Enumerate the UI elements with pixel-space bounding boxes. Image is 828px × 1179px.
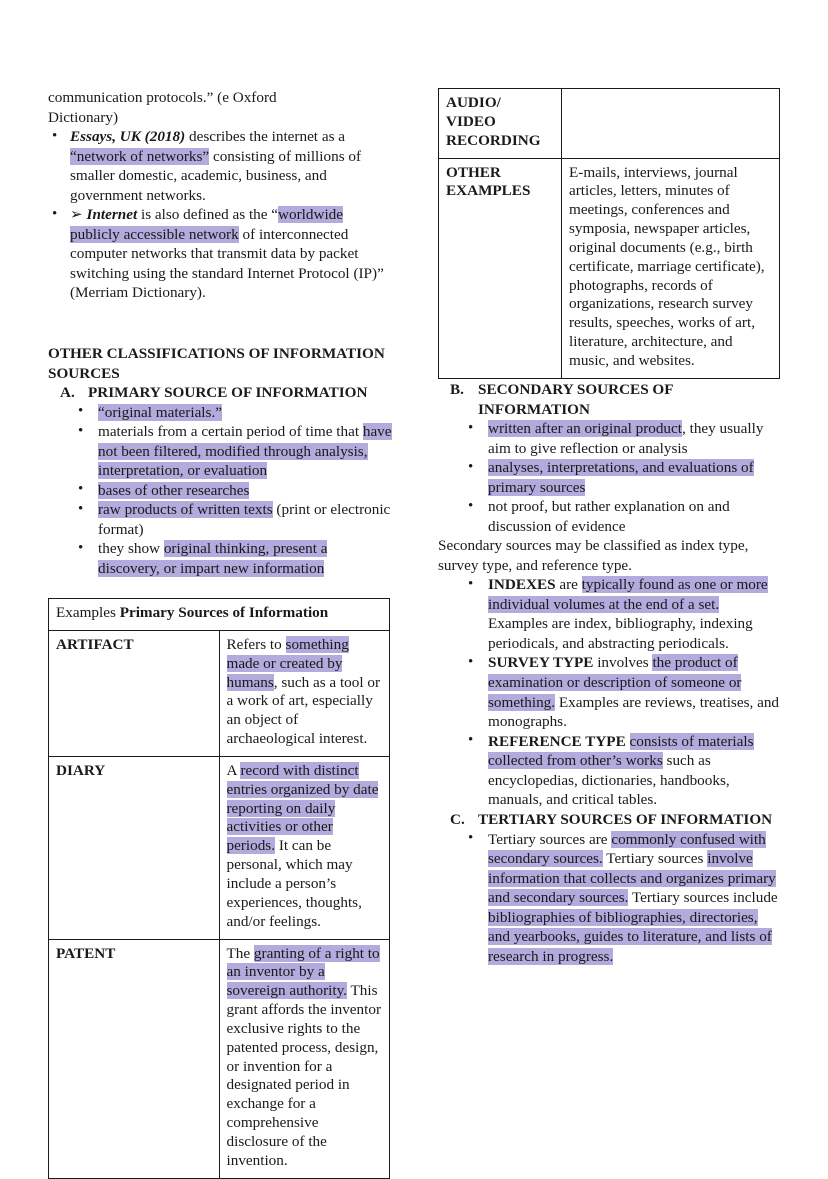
table-cell-label-audio-video-recording: AUDIO/ VIDEO RECORDING	[439, 89, 562, 159]
list-label-tertiary-sources: TERTIARY SOURCES OF INFORMATION	[478, 811, 773, 828]
list-item	[48, 127, 392, 205]
source-label-internet: Internet	[86, 206, 138, 224]
secondary-sources-bullet-list	[438, 419, 782, 536]
other-classifications-block	[48, 344, 392, 578]
list-label-secondary-sources: SECONDARY SOURCES OF INFORMATION	[478, 381, 673, 418]
highlight-fragment: raw products of written texts	[98, 501, 273, 519]
text-fragment: they show	[98, 540, 164, 558]
list-item-tertiary-sources	[438, 810, 782, 830]
text-fragment: consisting of millions of smaller domestic, academic, business, and government networks.	[70, 147, 362, 204]
list-item	[48, 403, 392, 423]
table-row	[49, 756, 390, 939]
text-fragment: materials from a certain period of time that	[98, 423, 363, 441]
text-fragment: describes the internet as a	[185, 128, 346, 146]
text-fragment: Tertiary sources	[602, 850, 708, 868]
table-cell-label-other-examples: OTHER EXAMPLES	[439, 158, 562, 378]
table-header-plain: Examples	[56, 604, 120, 621]
highlight-fragment: bases of other researches	[98, 481, 250, 499]
highlight-fragment: have not been filtered, modified through analysis, interpretation, or evaluation	[98, 423, 392, 480]
text-fragment: The	[226, 944, 254, 962]
highlight-fragment: written after an original product	[488, 420, 682, 438]
intro-bullet-list	[48, 127, 392, 303]
source-label-essays-uk: Essays, UK (2018)	[70, 128, 186, 146]
list-marker-b: B.	[450, 381, 464, 398]
table-header-bold: Primary Sources of Information	[119, 604, 329, 621]
list-item	[438, 497, 782, 536]
text-fragment: Tertiary sources include	[628, 889, 778, 907]
table-row	[49, 630, 390, 756]
text-fragment: are	[555, 576, 582, 594]
intro-continued-line-2: Dictionary)	[48, 108, 119, 126]
list-item-primary-source	[48, 383, 392, 403]
highlight-fragment: the product of examination or description of someone or something.	[488, 654, 742, 711]
text-fragment: Examples are index, bibliography, indexing periodicals, and abstracting periodicals.	[488, 615, 753, 652]
highlight-fragment: analyses, interpretations, and evaluations of primary sources	[488, 459, 754, 496]
list-item	[48, 481, 392, 501]
highlight-fragment: something made or created by humans	[226, 635, 349, 691]
list-item	[438, 458, 782, 497]
text-fragment	[626, 733, 630, 750]
av-recording-table-wrapper	[438, 88, 780, 379]
term-indexes: INDEXES	[488, 576, 556, 594]
arrow-bullet-icon: ➢	[70, 206, 83, 224]
list-item-secondary-sources	[438, 380, 782, 419]
secondary-sources-note: Secondary sources may be classified as index type, survey type, and reference type.	[438, 537, 749, 574]
highlight-fragment: granting of a right to an inventor by a sovereign authority.	[226, 944, 380, 1000]
table-cell-desc-diary	[219, 756, 390, 939]
list-item	[438, 732, 782, 810]
text-fragment: (print or electronic format)	[98, 501, 391, 538]
list-item	[438, 419, 782, 458]
table-row	[439, 89, 780, 159]
table-cell-desc-other-examples: E-mails, interviews, journal articles, letters, minutes of meetings, conferences and symposia, newspaper articles, original documents (e.g., birth certificate, marriage certificate), photographs, records of organizations, research survey results, speeches, works of art, literature, architecture, and music, and websites.	[562, 158, 780, 378]
list-item	[48, 422, 392, 481]
highlight-fragment: commonly confused with secondary sources.	[488, 830, 766, 868]
table-cell-desc-patent	[219, 939, 390, 1178]
list-marker-a: A.	[60, 384, 75, 402]
section-heading-other-classifications: OTHER CLASSIFICATIONS OF INFORMATION SOURCES	[48, 345, 385, 382]
highlight-fragment: typically found as one or more individual volumes at the end of a set.	[488, 576, 768, 613]
table-row	[439, 158, 780, 378]
list-marker-c: C.	[450, 811, 465, 828]
text-fragment: It can be personal, which may include a person’s experiences, thoughts, and/or feelings.	[226, 837, 362, 930]
table-row	[49, 939, 390, 1178]
list-label-primary-source: PRIMARY SOURCE OF INFORMATION	[88, 384, 368, 402]
table-header-cell	[49, 599, 390, 631]
tertiary-sources-block	[438, 810, 782, 966]
highlight-fragment: worldwide publicly accessible network	[70, 206, 344, 243]
text-fragment: This grant affords the inventor exclusive rights to the patented process, design, or invention for a designated period in exchange for a comprehensive disclosure of the invention.	[226, 982, 381, 1169]
list-item	[438, 653, 782, 731]
tertiary-sources-bullet-list	[438, 830, 782, 967]
av-recording-table	[438, 88, 780, 379]
primary-sources-table	[48, 598, 390, 1179]
text-fragment: such as encyclopedias, dictionaries, handbooks, manuals, and critical tables.	[488, 752, 730, 809]
text-fragment: A	[226, 761, 241, 779]
highlight-fragment: consists of materials collected from other’s works	[488, 732, 754, 770]
term-reference-type: REFERENCE TYPE	[488, 732, 626, 750]
intro-block	[48, 88, 392, 303]
text-fragment: Tertiary sources are	[488, 830, 612, 848]
text-fragment: , they usually aim to give reflection or analysis	[488, 420, 764, 457]
table-cell-desc-artifact	[219, 630, 390, 756]
list-item	[438, 830, 782, 967]
list-item	[48, 500, 392, 539]
term-survey-type: SURVEY TYPE	[488, 654, 594, 672]
highlight-fragment: original thinking, present a discovery, or impart new information	[98, 540, 328, 577]
intro-continued-line-1: communication protocols.” (e Oxford	[48, 89, 277, 106]
highlight-fragment: involve information that collects and organizes primary and secondary sources.	[488, 850, 776, 907]
primary-source-bullet-list	[48, 403, 392, 579]
text-fragment: Refers to	[226, 635, 286, 653]
table-cell-label-artifact: ARTIFACT	[49, 630, 220, 756]
table-cell-label-patent: PATENT	[49, 939, 220, 1178]
highlight-fragment: “original materials.”	[98, 403, 222, 421]
table-row-header	[49, 599, 390, 631]
text-fragment: involves	[593, 654, 653, 672]
text-fragment: of interconnected computer networks that transmit data by packet switching using the standard Internet Protocol (IP)” (Merriam Dictionary).	[70, 225, 384, 302]
highlight-fragment: “network of networks”	[70, 147, 210, 165]
primary-sources-table-wrapper	[48, 598, 390, 1179]
text-fragment: not proof, but rather explanation on and discussion of evidence	[488, 498, 730, 535]
highlight-fragment: record with distinct entries organized by date reporting on daily activities or other periods.	[226, 761, 379, 855]
secondary-type-bullet-list	[438, 575, 782, 809]
text-fragment: , such as a tool or a work of art, especially an object of archaeological interest.	[226, 673, 381, 748]
secondary-sources-block	[438, 380, 782, 810]
list-item	[48, 205, 392, 303]
highlight-fragment: bibliographies of bibliographies, directories, and yearbooks, guides to literature, and lists of research in progress.	[488, 908, 772, 965]
text-fragment: Examples are reviews, treatises, and monographs.	[488, 693, 780, 731]
list-item	[48, 539, 392, 578]
list-item	[438, 575, 782, 653]
text-fragment: is also defined as the “	[137, 206, 279, 224]
table-cell-desc-audio-video-recording	[562, 89, 780, 159]
table-cell-label-diary: DIARY	[49, 756, 220, 939]
